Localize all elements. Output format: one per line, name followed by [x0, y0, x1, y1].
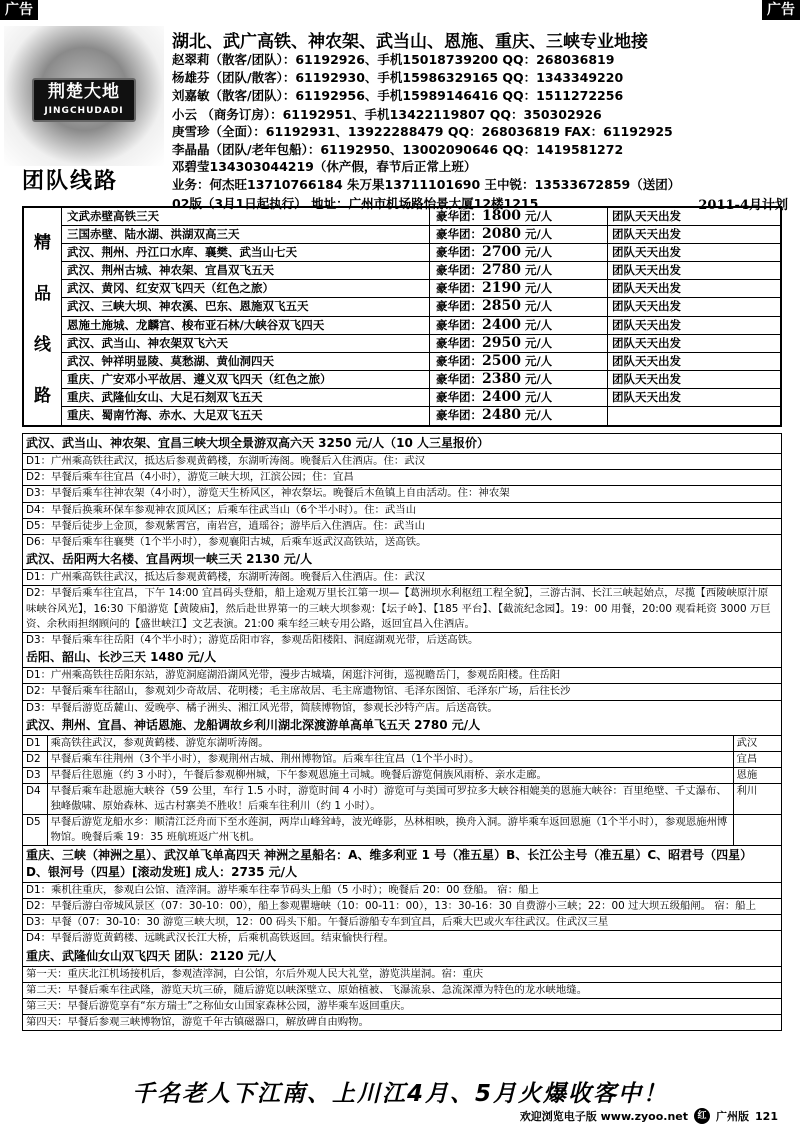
- featured-row: [62, 407, 780, 425]
- day-line: D1：乘机往重庆，参观白公馆、渣滓洞。游毕乘车往奉节码头上船（5 小时）；晚餐后 20：00 登船。 宿：船上: [23, 883, 781, 899]
- route-price: [430, 244, 608, 261]
- day-line: D3：早餐（07：30-10：30 游览三峡大坝，12：00 码头下船。午餐后游船专车到宜昌，后乘大巴或火车往武汉。住武汉三星: [23, 915, 781, 931]
- route-price: [430, 298, 608, 315]
- featured-routes-table: [22, 206, 782, 427]
- featured-row: [62, 371, 780, 389]
- route-price: [430, 335, 608, 352]
- route-name: 重庆、广安邓小平故居、遵义双飞四天（红色之旅）: [62, 371, 430, 388]
- day-text: 早餐后乘车往荆州（3个半小时），参观荆州古城、荆州博物馆。后乘车往宜昌（1个半小时）。: [47, 751, 733, 767]
- price-prefix: 豪华团：: [436, 371, 482, 386]
- day-line: D2：早餐后乘车往宜昌（4小时），游览三峡大坝，江滨公园；住：宜昌: [23, 470, 781, 486]
- route-1-days: [23, 454, 781, 550]
- day-line: 第一天：重庆北江机场接机后，参观渣滓洞，白公馆，尔后外观人民大礼堂，游览洪崖洞。宿：重庆: [23, 967, 781, 983]
- featured-side-label: [24, 208, 62, 425]
- day-line: D4：早餐后换乘环保车参观神农顶风区；后乘车往武当山（6个半小时）。住：武当山: [23, 503, 781, 519]
- ad-label-left: 广告: [0, 0, 38, 20]
- contact-line: 杨雄芬（团队/散客）：61192930、手机15986329165 QQ：1343349220: [172, 70, 624, 85]
- contact-line: 刘嘉敏（散客/团队）：61192956、手机15989146416 QQ：1511272256: [172, 88, 624, 103]
- price-unit: 元/人: [524, 263, 553, 278]
- day-line: D3：早餐后乘车往神农架（4小时），游览天生桥风区，神农祭坛。晚餐后木鱼镇上自由活动。住：神农架: [23, 486, 781, 502]
- route-price: [430, 208, 608, 225]
- price-value: 2480: [482, 407, 521, 424]
- price-value: 2400: [482, 388, 521, 405]
- price-prefix: 豪华团：: [436, 335, 482, 350]
- route-name: 武汉、荆州古城、神农架、宜昌双飞五天: [62, 262, 430, 279]
- price-value: 2190: [482, 280, 521, 297]
- contact-line: 邓碧莹13430304421​9（休产假，春节后正常上班）: [172, 159, 477, 174]
- route-2-title: 武汉、岳阳两大名楼、宜昌两坝一峡三天 2130 元/人: [23, 550, 781, 570]
- featured-row: [62, 335, 780, 353]
- featured-row: [62, 317, 780, 335]
- logo-badge: [32, 78, 136, 122]
- price-value: 2700: [482, 244, 521, 261]
- route-name: 武汉、荆州、丹江口水库、襄樊、武当山七天: [62, 244, 430, 261]
- featured-row: [62, 226, 780, 244]
- promo-slogan: 千名老人下江南、上川江4月、5月火爆收客中！: [131, 1081, 668, 1107]
- featured-rows: [62, 208, 780, 425]
- price-prefix: 豪华团：: [436, 408, 482, 423]
- price-value: 2850: [482, 298, 521, 315]
- day-line: D1：广州乘高铁往岳阳东站，游览洞庭湖沿湖风光带，漫步古城墙，闲逛汴河街，巡视瞻岳门，参观岳阳楼。住岳阳: [23, 668, 781, 684]
- overnight-place: [733, 814, 781, 845]
- route-name: 恩施土施城、龙麟宫、梭布亚石林/大峡谷双飞四天: [62, 317, 430, 334]
- route-name: 武汉、三峡大坝、神农溪、巴东、恩施双飞五天: [62, 298, 430, 315]
- route-5-title: 重庆、三峡（神洲之星）、武汉单飞单高四天 神洲之星船名：A、维多利亚 1 号（准五星）B、长江公主号（准五星）C、昭君号（四星） D、银河号（四星）[滚动发班] 成人：2735 元/人: [23, 846, 781, 883]
- route-price: [430, 317, 608, 334]
- featured-row: [62, 208, 780, 226]
- route-2-days: [23, 570, 781, 648]
- route-5-days: [23, 883, 781, 947]
- departure-note: 团队天天出发: [612, 263, 681, 278]
- route-1-title: 武汉、武当山、神农架、宜昌三峡大坝全景游双高六天 3250 元/人（10 人三星报价）: [23, 434, 781, 454]
- day-line: D2：早餐后游白帝城风景区（07：30-10：00），船上参观瞿塘峡（10：00-11：00），13：30-16：30 自费游小三峡；22：00 过大坝五级船闸。 宿：船上: [23, 899, 781, 915]
- day-line: D2：早餐后乘车往韶山，参观刘少奇故居、花明楼；毛主席故居、毛主席遗物馆、毛泽东图馆、毛泽东广场，后往长沙: [23, 684, 781, 700]
- price-prefix: 豪华团：: [436, 209, 482, 223]
- route-price: [430, 262, 608, 279]
- price-prefix: 豪华团：: [436, 263, 482, 278]
- day-text: 乘高铁往武汉，参观黄鹤楼、游览东湖听涛阁。: [47, 736, 733, 752]
- day-label: D1: [23, 736, 47, 752]
- departure-note: 团队天天出发: [612, 209, 681, 223]
- side-char: 精: [34, 232, 51, 253]
- day-line: D3：早餐后乘车往岳阳（4个半小时）；游览岳阳市容，参观岳阳楼阳、洞庭湖观光带，后送高铁。: [26, 634, 479, 647]
- edition-address: 02版（3月1日起执行） 地址：广州市机场路怡景大厦12楼1215: [172, 196, 539, 211]
- price-unit: 元/人: [524, 353, 553, 368]
- departure-note: 团队天天出发: [612, 353, 681, 368]
- price-value: 2400: [482, 316, 521, 333]
- price-value: 2780: [482, 262, 521, 279]
- featured-row: [62, 298, 780, 316]
- featured-row: [62, 280, 780, 298]
- route-name: 武汉、黄冈、红安双飞四天（红色之旅）: [62, 280, 430, 297]
- departure-note: [608, 407, 728, 425]
- price-unit: 元/人: [524, 389, 553, 404]
- route-price: [430, 353, 608, 370]
- route-name: 文武赤壁高铁三天: [62, 208, 430, 225]
- footer-logo: 红: [694, 1108, 710, 1124]
- itinerary-row: [23, 814, 781, 845]
- route-name: 重庆、武隆仙女山、大足石刻双飞五天: [62, 389, 430, 406]
- itinerary-row: [23, 751, 781, 767]
- headline: 湖北、武广高铁、神农架、武当山、恩施、重庆、三峡专业地接: [172, 32, 648, 52]
- departure-note: 团队天天出发: [612, 317, 681, 332]
- itinerary-row: [23, 736, 781, 752]
- route-4-itinerary: [23, 736, 781, 846]
- price-unit: 元/人: [524, 408, 553, 423]
- page-footer: [520, 1108, 778, 1124]
- contact-line: 小云 （商务订房）：61192951、手机13422119807 QQ：350302926: [172, 107, 602, 122]
- price-prefix: 豪华团：: [436, 227, 482, 242]
- overnight-place: 利川: [733, 783, 781, 814]
- featured-row: [62, 262, 780, 280]
- featured-row: [62, 244, 780, 262]
- day-line: D6：早餐后乘车往襄樊（1个半小时），参观襄阳古城，后乘车返武汉高铁站，送高铁。: [26, 536, 427, 549]
- route-price: [430, 389, 608, 406]
- page-number: 121: [755, 1109, 778, 1123]
- departure-note: 团队天天出发: [612, 245, 681, 260]
- route-3-title: 岳阳、韶山、长沙三天 1480 元/人: [23, 648, 781, 668]
- route-6-days: [23, 967, 781, 1031]
- route-6-title: 重庆、武隆仙女山双飞四天 团队：2120 元/人: [23, 947, 781, 967]
- price-unit: 元/人: [524, 299, 553, 314]
- price-unit: 元/人: [524, 209, 553, 223]
- price-value: 2080: [482, 226, 521, 243]
- featured-row: [62, 353, 780, 371]
- day-line: 第四天：早餐后参观三峡博物馆，游览千年古镇磁器口，解放碑自由购物。: [26, 1016, 369, 1029]
- day-text: 早餐后游览龙船水乡：顺清江泛舟而下至水莲洞，两岸山峰耸峙，波光峰影，丛林相映，换舟入洞。游毕乘车返回恩施（1个半小时），参观恩施州博物馆。晚餐后乘 19：35 班航班返广州飞机。: [47, 814, 733, 845]
- logo-name-en: JINGCHUDADI: [44, 106, 124, 116]
- price-value: 2950: [482, 334, 521, 351]
- contact-line: 李晶晶（团队/老年包船）：61192950、13002090646 QQ：1419581272: [172, 142, 624, 157]
- footer-edition: 广州版: [716, 1110, 750, 1123]
- day-label: D3: [23, 767, 47, 783]
- day-line: 第二天：早餐后乘车往武隆，游览天坑三硚，随后游览以峡深壁立、原始植被、飞瀑流泉、急流深潭为特色的龙水峡地缝。: [23, 983, 781, 999]
- side-char: 线: [34, 334, 51, 355]
- edition-date: 2011-4月计划: [698, 198, 788, 213]
- day-text: 早餐后乘车赴恩施大峡谷（59 公里，车行 1.5 小时，游览时间 4 小时）游览可与美国可罗拉多大峡谷相媲美的恩施大峡谷：百里绝壁、千丈瀑布、独峰傲啸、原始森林、远古村寨美不胜收！后乘车往利川（约 1 小时）。: [47, 783, 733, 814]
- day-line: D3：早餐后游览岳麓山、爱晚亭、橘子洲头、湘江风光带，简牍博物馆，参观长沙特产店。后送高铁。: [26, 701, 498, 714]
- route-name: 三国赤壁、陆水湖、洪湖双高三天: [62, 226, 430, 243]
- departure-note: 团队天天出发: [612, 281, 681, 296]
- route-itineraries: [22, 433, 782, 1031]
- price-prefix: 豪华团：: [436, 281, 482, 296]
- price-prefix: 豪华团：: [436, 353, 482, 368]
- route-price: [430, 226, 608, 243]
- contact-line: 业务：何杰旺13710766184 朱万果13711101690 王中锐：13533672859（送团）: [172, 177, 681, 192]
- day-line: 第三天：早餐后游览享有“东方瑞士”之称仙女山国家森林公园，游毕乘车返回重庆。: [23, 999, 781, 1015]
- side-char: 路: [34, 385, 51, 406]
- section-title: 团队线路: [22, 169, 119, 194]
- contact-line: 庚雪珍（全面）：61192931、13922288479 QQ：268036819 FAX：61192925: [172, 124, 673, 139]
- day-label: D5: [23, 814, 47, 845]
- featured-row: [62, 389, 780, 407]
- price-unit: 元/人: [524, 281, 553, 296]
- price-prefix: 豪华团：: [436, 389, 482, 404]
- agency-header: [0, 24, 800, 213]
- route-name: 武汉、武当山、神农架双飞六天: [62, 335, 430, 352]
- day-line: D1：广州乘高铁往武汉，抵达后参观黄鹤楼，东湖听涛阁。晚餐后入住酒店。住：武汉: [23, 570, 781, 586]
- price-unit: 元/人: [524, 227, 553, 242]
- route-name: 武汉、钟祥明显陵、莫愁湖、黄仙洞四天: [62, 353, 430, 370]
- departure-note: 团队天天出发: [612, 335, 681, 350]
- side-char: 品: [34, 283, 51, 304]
- price-value: 1800: [482, 208, 521, 224]
- ad-label-right: 广告: [762, 0, 800, 20]
- departure-note: 团队天天出发: [612, 227, 681, 242]
- route-name: 重庆、蜀南竹海、赤水、大足双飞五天: [62, 407, 430, 425]
- price-prefix: 豪华团：: [436, 299, 482, 314]
- price-unit: 元/人: [524, 245, 553, 260]
- price-value: 2380: [482, 370, 521, 387]
- departure-note: 团队天天出发: [612, 371, 681, 386]
- price-prefix: 豪华团：: [436, 317, 482, 332]
- day-label: D4: [23, 783, 47, 814]
- price-prefix: 豪华团：: [436, 245, 482, 260]
- price-value: 2500: [482, 352, 521, 369]
- overnight-place: 宜昌: [733, 751, 781, 767]
- day-line: D5：早餐后徒步上金顶，参观紫霄宫，南岩宫，逍瑶谷；游毕后入住酒店。住：武当山: [23, 519, 781, 535]
- price-unit: 元/人: [524, 371, 553, 386]
- route-price: [430, 280, 608, 297]
- departure-note: 团队天天出发: [612, 299, 681, 314]
- day-text: 早餐后往恩施（约 3 小时），午餐后参观柳州城，下午参观恩施土司城。晚餐后游览侗族风雨桥、亲水走廊。: [47, 767, 733, 783]
- footer-text: 欢迎浏览电子版 www.zyoo.net: [519, 1110, 689, 1123]
- day-line: D1：广州乘高铁往武汉，抵达后参观黄鹤楼，东湖听涛阁。晚餐后入住酒店。住：武汉: [23, 454, 781, 470]
- day-line: D4：早餐后游览黄鹤楼、远眺武汉长江大桥，后乘机高铁返回。结束愉快行程。: [26, 932, 394, 945]
- route-4-title: 武汉、荆州、宜昌、神话恩施、龙船调故乡利川湖北深渡游单高单飞五天 2780 元/人: [23, 716, 781, 736]
- overnight-place: 武汉: [733, 736, 781, 752]
- agency-logo: [4, 26, 164, 166]
- day-label: D2: [23, 751, 47, 767]
- itinerary-row: [23, 767, 781, 783]
- price-unit: 元/人: [524, 317, 553, 332]
- itinerary-row: [23, 783, 781, 814]
- route-price: [430, 371, 608, 388]
- overnight-place: 恩施: [733, 767, 781, 783]
- price-unit: 元/人: [524, 335, 553, 350]
- departure-note: 团队天天出发: [612, 389, 681, 404]
- day-line: D2：早餐后乘车往宜昌，下午 14:00 宜昌码头登船，船上途观万里长江第一坝—【葛洲坝水利枢纽工程全貌】，三游古洞、长江三峡起始点，尽揽【西陵峡原汁原味峡谷风光】，16:30 下船游览【黄陵庙】，然后赴世界第一的三峡大坝参观：【坛子岭】、【185 平台】、【截流纪念园】。19：00 用餐，20:00 观看耗资 3000 万巨资、余秋雨担纲顾问的【盛世峡江】文艺表演。21:00 乘车经三峡专用公路，返回宜昌入住酒店。: [23, 586, 781, 633]
- logo-name-cn: 荆楚大地: [48, 82, 120, 102]
- route-3-days: [23, 668, 781, 716]
- route-price: [430, 407, 608, 425]
- contact-line: 赵翠莉（散客/团队）：61192926、手机15018739200 QQ：268036819: [172, 52, 615, 67]
